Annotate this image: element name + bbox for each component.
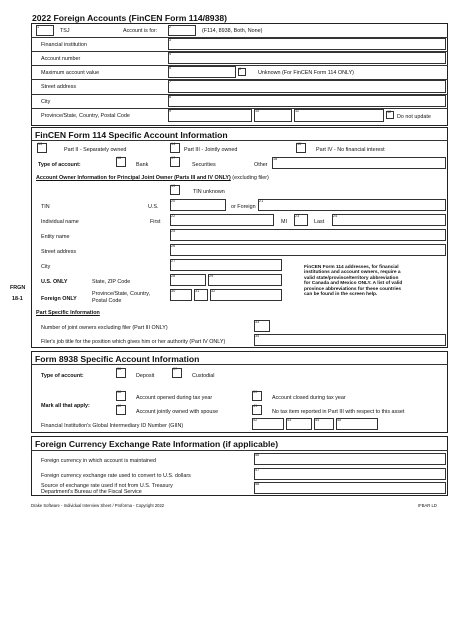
street-address-field[interactable] [168,80,446,93]
province-label: Province/State, Country, Postal Code [41,113,130,119]
field-number: 27 [171,259,176,263]
footer-copyright: Drake Software - Individual Interview Sheet / Proforma - Copyright 2022 [31,503,165,508]
currency-field[interactable] [254,453,446,465]
us-state-field[interactable] [170,274,206,286]
exchange-rate-label: Foreign currency exchange rate used to convert to U.S. dollars [41,473,191,479]
field-number: 28 [171,274,176,278]
address-note [304,265,402,297]
field-number: 7 [169,80,172,84]
giin-label: Financial Institution's Global Intermediary ID Number (GIIN) [41,423,184,429]
no-tax-item-label: No tax item reported in Part III with respect to this asset [272,409,405,415]
field-number: 44 [315,418,320,422]
field-number: 21 [259,199,264,203]
foreign-province-label-1: Province/State, Country, [92,291,151,297]
city-label: City [41,99,51,105]
first-label: First [150,219,161,225]
field-number: 26 [171,244,176,248]
tin-label: TIN [41,204,50,210]
field-number: 20 [171,199,176,203]
field-number: 25 [171,229,176,233]
tin-unknown-label: TIN unknown [193,189,225,195]
exchange-rate-field[interactable] [254,468,446,480]
field-number: 34 [255,334,260,338]
source-label-2: Department's Bureau of the Fiscal Service [41,489,142,495]
first-name-field[interactable] [170,214,274,226]
other-label: Other [254,162,268,168]
maximum-account-value-label: Maximum account value [41,70,100,76]
owner-street-address-field[interactable] [170,244,446,256]
field-number: 16 [117,156,122,160]
field-number: 22 [171,214,176,218]
account-is-for-label: Account is for: [123,28,158,34]
us-zip-field[interactable] [208,274,282,286]
field-number: 40 [117,404,122,408]
deposit-label: Deposit [136,373,155,379]
account-number-label: Account number [41,56,81,62]
field-number: 6 [239,67,242,71]
do-not-update-label: Do not update [397,114,431,120]
currency-label: Foreign currency in which account is maintained [41,458,157,464]
individual-name-label: Individual name [41,219,79,225]
field-number: 47 [255,468,260,472]
field-number: 45 [337,418,342,422]
field-number: 37 [173,367,178,371]
postal-code-field[interactable] [294,109,384,122]
field-number: 32 [211,289,216,293]
field-number: 8 [169,95,172,99]
field-number: 36 [117,367,122,371]
type-of-account-label: Type of account: [38,162,81,168]
part4-label: Part IV - No financial interest [316,147,385,153]
source-label-1: Source of exchange rate used if not from U.S. Treasury [41,483,173,489]
field-number: 33 [255,320,260,324]
field-number: 29 [209,274,214,278]
closed-label: Account closed during tax year [272,395,346,401]
field-number: 10 [255,109,260,113]
field-number: 11 [295,109,299,113]
foreign-postal-field[interactable] [210,289,282,301]
page-title: 2022 Foreign Accounts (FinCEN Form 114/8938) [32,13,228,23]
securities-label: Securities [192,162,216,168]
filer-job-field[interactable] [254,334,446,346]
tsj-label: TSJ [60,28,70,34]
side-page: 18-1 [12,296,23,302]
field-number: 2 [169,25,172,29]
foreign-only-label: Foreign ONLY [41,296,77,302]
part-specific-heading: Part Specific Information [36,310,100,316]
owner-city-label: City [41,264,51,270]
field-number: 1 [37,25,40,29]
state-zip-label: State, ZIP Code [92,279,131,285]
field-number: 9 [169,109,172,113]
divider [31,364,448,365]
us-only-label: U.S. ONLY [41,279,68,285]
field-number: 15 [297,142,302,146]
us-label: U.S. [148,204,159,210]
address-note-line: can be found in the screen help. [304,292,378,298]
or-foreign-label: or Foreign [231,204,256,210]
field-number: 18 [273,157,278,161]
account-is-for-field[interactable] [168,25,196,36]
bank-label: Bank [136,162,149,168]
address-note-line: for Canada and Mexico ONLY. A list of valid [304,281,403,287]
side-code: FRGN [10,285,26,291]
tin-foreign-field[interactable] [258,199,446,211]
account-number-field[interactable] [168,52,446,64]
last-name-field[interactable] [332,214,446,226]
8938-type-of-account-label: Type of account: [41,373,84,379]
other-field[interactable] [272,157,446,169]
field-number: 41 [253,404,258,408]
financial-institution-label: Financial institution [41,42,87,48]
source-field[interactable] [254,482,446,494]
owner-street-address-label: Street address [41,249,77,255]
address-note-line: institutions and account owners, require a [304,270,401,276]
exchange-rate-title: Foreign Currency Exchange Rate Information (if applicable) [35,439,279,449]
address-note-line: province abbreviations for these countries [304,286,402,292]
divider [31,140,448,141]
field-number: 3 [169,38,172,42]
opened-label: Account opened during tax year [136,395,213,401]
field-number: 19 [171,184,176,188]
joint-owners-label: Number of joint owners excluding filer (Part III ONLY) [41,325,168,331]
form-8938-title: Form 8938 Specific Account Information [35,354,200,364]
divider [31,65,448,66]
field-number: 12 [387,110,392,114]
financial-institution-field[interactable] [168,38,446,50]
owner-city-field[interactable] [170,259,282,271]
last-label: Last [314,219,325,225]
entity-name-label: Entity name [41,234,70,240]
filer-job-label: Filer's job title for the position which gives him or her authority (Part IV ONLY) [41,339,226,345]
field-number: 38 [117,390,122,394]
field-number: 13 [38,142,43,146]
jointly-spouse-label: Account jointly owned with spouse [136,409,219,415]
address-note-line: FinCEN Form 114 addresses, for financial [304,265,399,270]
street-address-label: Street address [41,84,77,90]
field-number: 48 [255,482,260,486]
field-number: 30 [171,289,176,293]
part3-label: Part III - Jointly owned [184,147,238,153]
field-number: 24 [333,214,338,218]
field-number: 4 [169,52,172,56]
entity-name-field[interactable] [170,229,446,241]
mark-all-label: Mark all that apply: [41,403,90,409]
field-number: 23 [295,214,300,218]
unknown-label: Unknown (For FinCEN Form 114 ONLY) [258,70,354,76]
tin-us-field[interactable] [170,199,226,211]
province-field[interactable] [168,109,252,122]
field-number: 31 [195,289,200,293]
part2-label: Part II - Separately owned [64,147,127,153]
city-field[interactable] [168,95,446,107]
address-note-line: valid state/province/territory abbreviation [304,275,399,281]
giin-field-4[interactable] [336,418,378,430]
field-number: 42 [253,418,258,422]
field-number: 17 [171,156,176,160]
divider [31,450,448,451]
custodial-label: Custodial [192,373,215,379]
foreign-province-label-2: Postal Code [92,298,122,304]
mi-label: MI [281,219,287,225]
field-number: 14 [171,142,176,146]
country-field[interactable] [254,109,292,122]
field-number: 46 [255,453,260,457]
account-is-for-hint: (F114, 8938, Both, None) [202,28,263,34]
footer-code: IFBAR LD [418,503,437,508]
field-number: 39 [253,390,258,394]
fincen-114-title: FinCEN Form 114 Specific Account Information [35,130,228,140]
maximum-account-value-field[interactable] [168,66,236,78]
field-number: 5 [169,66,172,70]
owner-heading: Account Owner Information for Principal Joint Owner (Parts III and IV ONLY) (excluding filer) [36,175,269,181]
field-number: 43 [287,418,292,422]
